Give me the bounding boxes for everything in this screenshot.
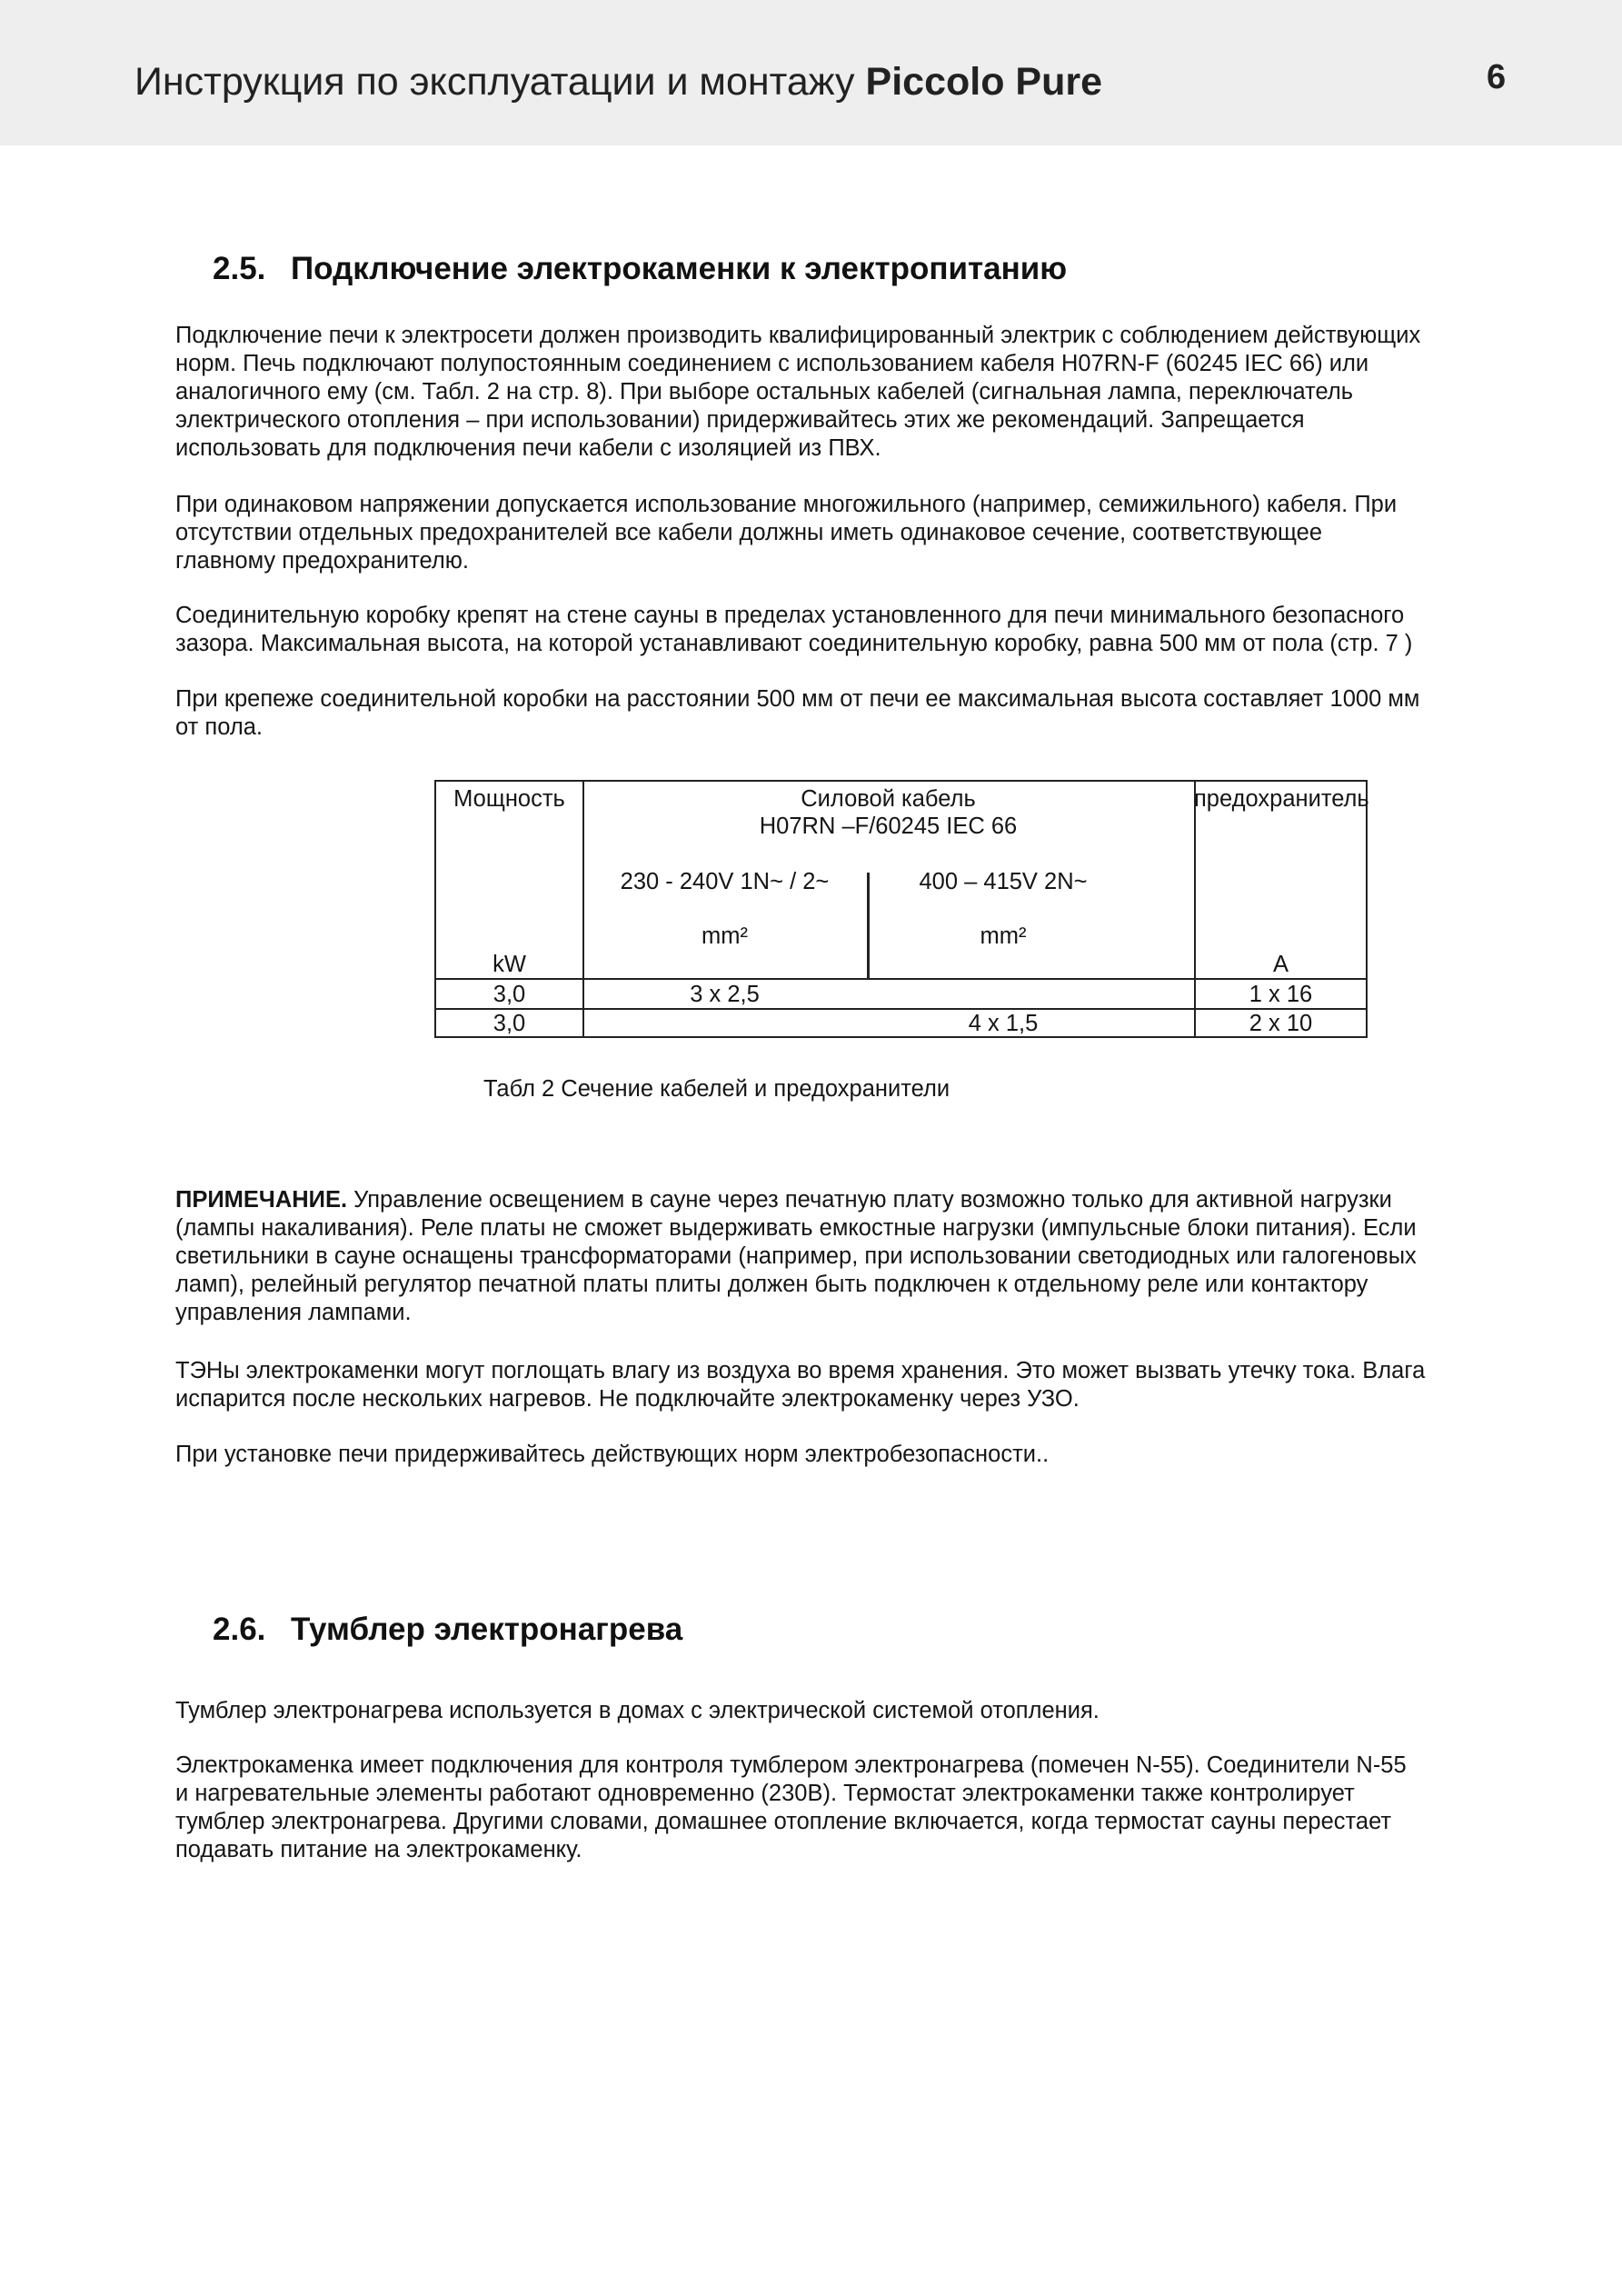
header-fuse: предохранитель [1194, 786, 1369, 812]
unit-a: A [1272, 952, 1289, 977]
header-cable-type: H07RN –F/60245 IEC 66 [759, 814, 1018, 839]
page-number: 6 [1487, 58, 1507, 96]
text-line: электрического отопления – при использовании) придерживайтесь этих же рекомендаций. Запрещается [175, 407, 1305, 433]
paragraph-junction-box [175, 602, 1520, 658]
text-line: и нагревательные элементы работают одновременно (230В). Термостат электрокаменки также контролирует [175, 1781, 1355, 1806]
text-line: использовать для подключения печи кабели с изоляцией из ПВХ. [175, 435, 881, 461]
section-title: Тумблер электронагрева [291, 1612, 683, 1647]
text-line: светильники в сауне оснащены трансформаторами (например, при использовании светодиодных или галогеновых [175, 1243, 1417, 1269]
note-text: Управление освещением в сауне через печатную плату возможно только для активной нагрузки [347, 1187, 1392, 1213]
document-title [134, 60, 1102, 105]
text-line: При установке печи придерживайтесь действующих норм электробезопасности.. [175, 1442, 1050, 1467]
paragraph-switch-usage [175, 1697, 1520, 1725]
table-caption: Табл 2 Сечение кабелей и предохранители [483, 1076, 950, 1102]
text-line: управления лампами. [175, 1300, 412, 1325]
unit-mm2: mm² [702, 923, 748, 949]
paragraph-heaters-moisture [175, 1357, 1520, 1413]
product-name: Piccolo Pure [865, 60, 1103, 104]
text-line: ТЭНы электрокаменки могут поглощать влагу из воздуха во время хранения. Это может вызвать утечку тока. Влага [175, 1358, 1426, 1383]
text-line: главному предохранителю. [175, 548, 469, 574]
text-line: испарится после нескольких нагревов. Не подключайте электрокаменку через УЗО. [175, 1386, 1080, 1412]
text-line: Подключение печи к электросети должен производить квалифицированный электрик с соблюдением действующих [175, 323, 1421, 348]
text-line: аналогичного ему (см. Табл. 2 на стр. 8). При выборе остальных кабелей (сигнальная лампа, переключатель [175, 379, 1354, 404]
subheader-1n: 230 - 240V 1N~ / 2~ [620, 869, 830, 894]
paragraph-switch-control [175, 1752, 1520, 1864]
subheader-2n: 400 – 415V 2N~ [919, 869, 1088, 894]
section-heading-2-6 [213, 1612, 682, 1648]
paragraph-electrical-safety [175, 1441, 1520, 1469]
header-cable: Силовой кабель [801, 786, 976, 812]
section-heading-2-5 [213, 251, 1067, 287]
paragraph-junction-height [175, 685, 1520, 742]
row-2-power: 3,0 [493, 1011, 526, 1036]
text-line: норм. Печь подключают полупостоянным соединением с использованием кабеля H07RN-F (60245 IEC 66) или [175, 351, 1369, 376]
note-paragraph [175, 1186, 1520, 1327]
text-line: Тумблер электронагрева используется в домах с электрической системой отопления. [175, 1698, 1100, 1723]
text-line: отсутствии отдельных предохранителей все кабели должны иметь одинаковое сечение, соответствующее [175, 520, 1323, 545]
row-1-power: 3,0 [493, 982, 526, 1007]
paragraph-multicore [175, 491, 1520, 575]
document-title-prefix: Инструкция по эксплуатации и монтажу [134, 60, 855, 104]
text-line [175, 1186, 1520, 1214]
text-line: Электрокаменка имеет подключения для контроля тумблером электронагрева (помечен N-55). Соединители N-55 [175, 1752, 1407, 1778]
text-line: подавать питание на электрокаменку. [175, 1837, 582, 1862]
row-2-fuse: 2 x 10 [1249, 1011, 1313, 1036]
text-line: тумблер электронагрева. Другими словами, домашнее отопление включается, когда термостат сауны перестает [175, 1809, 1392, 1834]
unit-mm2: mm² [980, 923, 1027, 949]
text-line: зазора. Максимальная высота, на которой устанавливают соединительную коробку, равна 500 мм от пола (стр. 7 ) [175, 631, 1413, 656]
row-2-cable-2n: 4 x 1,5 [968, 1011, 1039, 1036]
paragraph-connection [175, 322, 1520, 463]
table-divider [436, 978, 1366, 980]
section-number: 2.5. [213, 251, 266, 286]
header-power: Мощность [453, 786, 565, 812]
text-line: (лампы накаливания). Реле платы не сможет выдерживать емкостные нагрузки (импульсные блоки питания). Если [175, 1215, 1417, 1241]
note-label: ПРИМЕЧАНИЕ. [175, 1187, 348, 1213]
page-header [0, 0, 1622, 145]
text-line: ламп), релейный регулятор печатной платы плиты должен быть подключен к отдельному реле или контактору [175, 1272, 1368, 1297]
text-line: от пола. [175, 714, 263, 740]
unit-kw: kW [493, 952, 526, 977]
text-line: Соединительную коробку крепят на стене сауны в пределах установленного для печи минимального безопасного [175, 603, 1405, 628]
row-1-fuse: 1 x 16 [1249, 982, 1313, 1007]
cable-fuse-table [434, 780, 1368, 1038]
text-line: При крепеже соединительной коробки на расстоянии 500 мм от печи ее максимальная высота составляет 1000 мм [175, 686, 1420, 712]
row-1-cable-1n: 3 x 2,5 [690, 982, 760, 1007]
text-line: При одинаковом напряжении допускается использование многожильного (например, семижильного) кабеля. При [175, 492, 1398, 517]
section-number: 2.6. [213, 1612, 266, 1647]
section-title: Подключение электрокаменки к электропитанию [291, 251, 1068, 286]
